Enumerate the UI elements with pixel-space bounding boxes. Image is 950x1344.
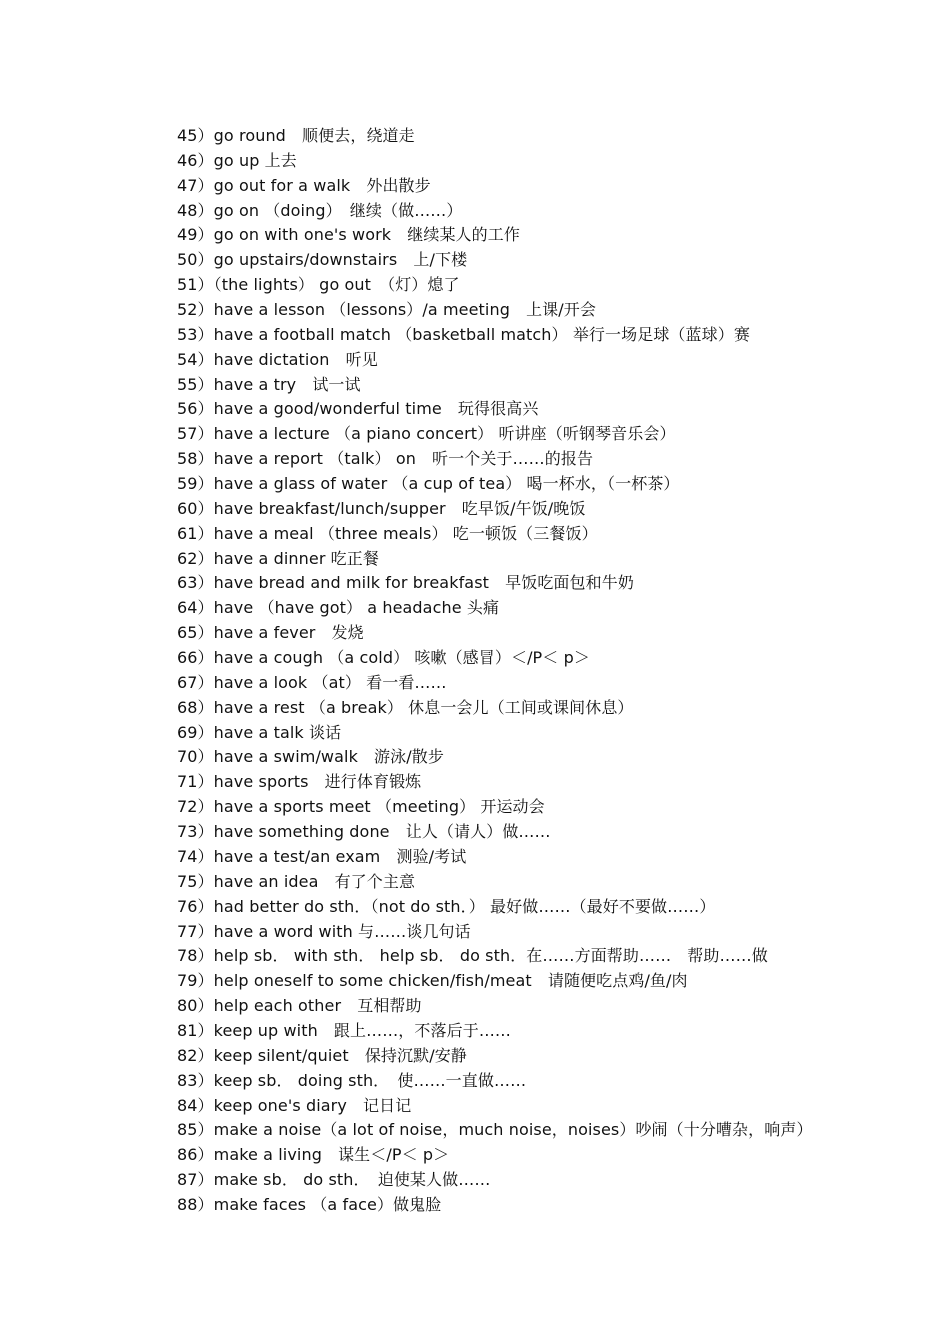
list-item bbox=[177, 596, 917, 621]
list-item bbox=[177, 671, 917, 696]
phrase-text: 66）have a cough （a cold） 咳嗽（感冒）＜/P＜ p＞ bbox=[177, 648, 590, 668]
list-item bbox=[177, 1118, 917, 1143]
phrase-text: 69）have a talk 谈话 bbox=[177, 722, 342, 742]
list-item bbox=[177, 795, 917, 820]
phrase-text: 79）help oneself to some chicken/fish/meat 请随便吃点鸡/鱼/肉 bbox=[177, 971, 688, 991]
phrase-text: 51）（the lights） go out （灯）熄了 bbox=[177, 275, 460, 295]
phrase-text: 57）have a lecture （a piano concert） 听讲座（听钢琴音乐会） bbox=[177, 424, 676, 444]
list-item bbox=[177, 820, 917, 845]
phrase-text: 76）had better do sth．（not do sth．） 最好做……（最好不要做……） bbox=[177, 896, 716, 916]
phrase-text: 47）go out for a walk 外出散步 bbox=[177, 175, 431, 195]
list-item bbox=[177, 522, 917, 547]
list-item bbox=[177, 174, 917, 199]
phrase-list bbox=[177, 124, 917, 1218]
phrase-text: 87）make sb． do sth． 迫使某人做…… bbox=[177, 1170, 491, 1190]
list-item bbox=[177, 1044, 917, 1069]
phrase-text: 63）have bread and milk for breakfast 早饭吃面包和牛奶 bbox=[177, 573, 634, 593]
list-item bbox=[177, 969, 917, 994]
phrase-text: 55）have a try 试一试 bbox=[177, 374, 361, 394]
phrase-text: 48）go on （doing） 继续（做……） bbox=[177, 200, 463, 220]
phrase-text: 50）go upstairs/downstairs 上/下楼 bbox=[177, 250, 468, 270]
list-item bbox=[177, 944, 917, 969]
list-item bbox=[177, 472, 917, 497]
list-item bbox=[177, 994, 917, 1019]
phrase-text: 54）have dictation 听见 bbox=[177, 349, 378, 369]
list-item bbox=[177, 149, 917, 174]
phrase-text: 45）go round 顺便去，绕道走 bbox=[177, 126, 415, 145]
list-item bbox=[177, 696, 917, 721]
list-item bbox=[177, 248, 917, 273]
list-item bbox=[177, 1019, 917, 1044]
list-item bbox=[177, 870, 917, 895]
phrase-text: 62）have a dinner 吃正餐 bbox=[177, 548, 379, 568]
phrase-text: 85）make a noise（a lot of noise，much noise，noises）吵闹（十分嘈杂，响声） bbox=[177, 1120, 813, 1140]
phrase-text: 49）go on with one's work 继续某人的工作 bbox=[177, 225, 520, 245]
list-item bbox=[177, 323, 917, 348]
list-item bbox=[177, 721, 917, 746]
phrase-text: 81）keep up with 跟上……，不落后于…… bbox=[177, 1020, 512, 1040]
phrase-text: 67）have a look （at） 看一看…… bbox=[177, 672, 447, 692]
list-item bbox=[177, 895, 917, 920]
list-item bbox=[177, 373, 917, 398]
phrase-text: 68）have a rest （a break） 休息一会儿（工间或课间休息） bbox=[177, 697, 634, 717]
phrase-text: 61）have a meal （three meals） 吃一顿饭（三餐饭） bbox=[177, 523, 598, 543]
list-item bbox=[177, 1143, 917, 1168]
phrase-text: 52）have a lesson （lessons）/a meeting 上课/开会 bbox=[177, 300, 596, 320]
phrase-text: 46）go up 上去 bbox=[177, 150, 297, 170]
phrase-text: 65）have a fever 发烧 bbox=[177, 623, 364, 643]
phrase-text: 53）have a football match （basketball match） 举行一场足球（蓝球）赛 bbox=[177, 324, 750, 344]
phrase-text: 82）keep silent/quiet 保持沉默/安静 bbox=[177, 1045, 467, 1065]
list-item bbox=[177, 770, 917, 795]
list-item bbox=[177, 124, 917, 149]
list-item bbox=[177, 920, 917, 945]
list-item bbox=[177, 497, 917, 522]
list-item bbox=[177, 845, 917, 870]
list-item bbox=[177, 348, 917, 373]
phrase-text: 80）help each other 互相帮助 bbox=[177, 996, 422, 1016]
phrase-text: 72）have a sports meet （meeting） 开运动会 bbox=[177, 797, 545, 817]
phrase-text: 77）have a word with 与……谈几句话 bbox=[177, 921, 471, 941]
phrase-text: 70）have a swim/walk 游泳/散步 bbox=[177, 747, 444, 767]
list-item bbox=[177, 397, 917, 422]
phrase-text: 78）help sb． with sth． help sb． do sth．在……方面帮助…… 帮助……做 bbox=[177, 946, 768, 966]
phrase-text: 88）make faces （a face）做鬼脸 bbox=[177, 1194, 442, 1214]
list-item bbox=[177, 646, 917, 671]
list-item bbox=[177, 547, 917, 572]
list-item bbox=[177, 621, 917, 646]
phrase-text: 56）have a good/wonderful time 玩得很高兴 bbox=[177, 399, 539, 419]
list-item bbox=[177, 571, 917, 596]
phrase-text: 73）have something done 让人（请人）做…… bbox=[177, 822, 551, 842]
phrase-text: 84）keep one's diary 记日记 bbox=[177, 1095, 412, 1115]
list-item bbox=[177, 273, 917, 298]
list-item bbox=[177, 1168, 917, 1193]
list-item bbox=[177, 223, 917, 248]
phrase-text: 59）have a glass of water （a cup of tea） 喝一杯水，（一杯茶） bbox=[177, 474, 680, 494]
list-item bbox=[177, 298, 917, 323]
phrase-text: 71）have sports 进行体育锻炼 bbox=[177, 772, 422, 792]
list-item bbox=[177, 422, 917, 447]
list-item bbox=[177, 199, 917, 224]
list-item bbox=[177, 1069, 917, 1094]
phrase-text: 60）have breakfast/lunch/supper 吃早饭/午饭/晚饭 bbox=[177, 498, 586, 518]
phrase-text: 86）make a living 谋生＜/P＜ p＞ bbox=[177, 1145, 450, 1165]
phrase-text: 74）have a test/an exam 测验/考试 bbox=[177, 846, 467, 866]
phrase-text: 75）have an idea 有了个主意 bbox=[177, 871, 416, 891]
phrase-text: 64）have （have got） a headache 头痛 bbox=[177, 598, 500, 618]
list-item bbox=[177, 1094, 917, 1119]
list-item bbox=[177, 447, 917, 472]
list-item bbox=[177, 745, 917, 770]
phrase-text: 83）keep sb． doing sth． 使……一直做…… bbox=[177, 1070, 527, 1090]
list-item bbox=[177, 1193, 917, 1218]
phrase-text: 58）have a report （talk） on 听一个关于……的报告 bbox=[177, 449, 594, 469]
